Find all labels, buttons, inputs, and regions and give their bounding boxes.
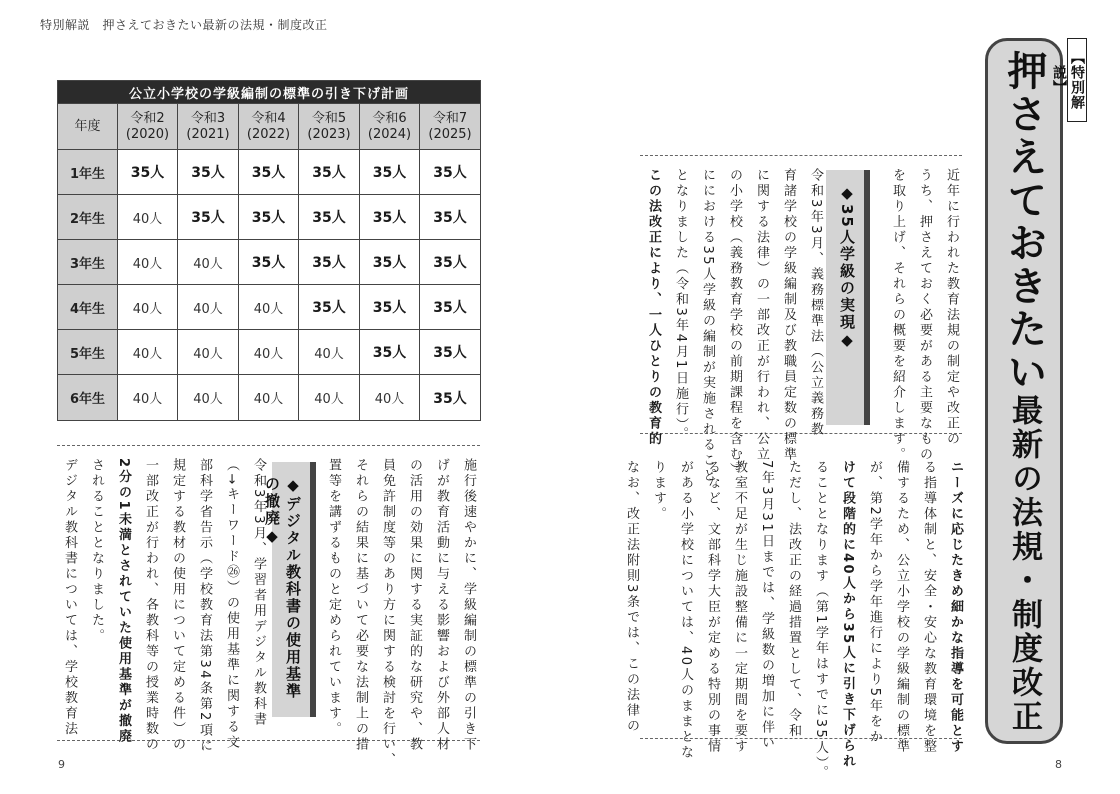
section1-continued-text bbox=[320, 458, 482, 768]
section-heading-35: ◆35人学級の実現◆ bbox=[826, 170, 870, 425]
section1-bottom-text bbox=[618, 460, 969, 781]
section2-text bbox=[56, 458, 272, 754]
body-line: 規定する教材の使用について定める件）の bbox=[170, 458, 185, 753]
title-main-b: 最新の法規・制度改正 bbox=[1006, 394, 1042, 734]
table-cell: 40人 bbox=[239, 285, 299, 330]
body-line: ります。 bbox=[651, 460, 666, 522]
intro-line: を取り上げ、それらの概要を紹介します。 bbox=[890, 168, 905, 463]
body-line: けて段階的に40人から35人に引き下げられ bbox=[840, 460, 855, 770]
table-cell: 35人 bbox=[420, 375, 481, 421]
body-line: この法改正により、一人ひとりの教育的 bbox=[646, 168, 661, 447]
body-line: が、第2学年から学年進行により5年をか bbox=[867, 460, 882, 746]
table-cell: 40人 bbox=[118, 195, 178, 240]
table-cell: 35人 bbox=[299, 195, 360, 240]
table-cell: 35人 bbox=[178, 195, 239, 240]
table-cell: 35人 bbox=[239, 240, 299, 285]
body-line: るなど、文部科学大臣が定める特別の事情 bbox=[705, 460, 720, 755]
body-line: （→キーワード㉖）の使用基準に関する文 bbox=[224, 458, 239, 751]
table-corner: 年度 bbox=[58, 104, 118, 150]
running-head: 特別解説 押さえておきたい最新の法規・制度改正 bbox=[40, 18, 328, 32]
year-header bbox=[360, 104, 420, 150]
section1-top-text bbox=[640, 168, 829, 485]
intro-text bbox=[884, 168, 965, 463]
page-number-left: 9 bbox=[58, 758, 65, 771]
body-line: る指導体制と、安全・安心な教育環境を整 bbox=[921, 460, 936, 755]
table-cell: 35人 bbox=[299, 150, 360, 195]
body-line: となりました（令和3年4月1日施行）。 bbox=[673, 168, 688, 442]
table-cell: 40人 bbox=[360, 375, 420, 421]
body-line: 置等を講ずるものと定められています。 bbox=[326, 458, 341, 737]
body-line: それらの結果に基づいて必要な法制上の措 bbox=[353, 458, 368, 753]
year-header bbox=[178, 104, 239, 150]
body-line: の活用の効果に関する実証的な研究や、教 bbox=[407, 458, 422, 753]
grade-label: 3年生 bbox=[58, 240, 118, 285]
body-line: 令和3年3月、義務標準法（公立義務教 bbox=[808, 168, 823, 438]
table-cell: 40人 bbox=[299, 375, 360, 421]
table-cell: 35人 bbox=[239, 150, 299, 195]
body-line: なお、改正法附則3条では、この法律の bbox=[624, 460, 639, 735]
year-header bbox=[239, 104, 299, 150]
body-line: 員免許制度等のあり方に関する検討を行い、 bbox=[380, 458, 395, 768]
table-cell: 35人 bbox=[420, 150, 481, 195]
grade-label: 6年生 bbox=[58, 375, 118, 421]
page-number-right: 8 bbox=[1055, 758, 1062, 771]
table-row bbox=[58, 150, 481, 195]
grade-label: 4年生 bbox=[58, 285, 118, 330]
table-cell: 35人 bbox=[420, 285, 481, 330]
year-ad: (2020) bbox=[125, 126, 170, 142]
body-line: ニーズに応じたきめ細かな指導を可能とす bbox=[948, 460, 963, 755]
body-line: に関する法律）の一部改正が行われ、公立 bbox=[754, 168, 769, 463]
table-cell: 40人 bbox=[118, 375, 178, 421]
table-cell: 40人 bbox=[178, 375, 239, 421]
table-cell: 35人 bbox=[420, 195, 481, 240]
page-title bbox=[1000, 50, 1048, 740]
year-header bbox=[299, 104, 360, 150]
table-cell: 35人 bbox=[118, 150, 178, 195]
year-era: 令和6 bbox=[372, 110, 407, 126]
table-cell: 35人 bbox=[420, 330, 481, 375]
divider bbox=[640, 433, 962, 434]
table-cell: 35人 bbox=[299, 240, 360, 285]
year-ad: (2022) bbox=[246, 126, 291, 142]
intro-line: うち、押さえておく必要がある主要なもの bbox=[917, 168, 932, 463]
body-line: ただし、法改正の経過措置として、令和 bbox=[786, 460, 801, 739]
body-line: 部科学省告示（学校教育法第34条第2項に bbox=[197, 458, 212, 754]
body-line: ることとなります（第1学年はすでに35人）。 bbox=[813, 460, 828, 781]
table-cell: 40人 bbox=[118, 285, 178, 330]
year-era: 令和5 bbox=[311, 110, 347, 126]
year-era: 令和4 bbox=[251, 110, 286, 126]
year-era: 令和3 bbox=[190, 110, 226, 126]
body-line: 令和3年3月、学習者用デジタル教科書 bbox=[251, 458, 266, 728]
table-cell: 35人 bbox=[360, 195, 420, 240]
table-cell: 35人 bbox=[360, 285, 420, 330]
year-ad: (2025) bbox=[428, 126, 472, 142]
year-era: 令和2 bbox=[130, 110, 165, 126]
table-cell: 40人 bbox=[178, 285, 239, 330]
special-badge: 【特別解説】 bbox=[1067, 38, 1087, 122]
divider bbox=[57, 445, 480, 446]
table-cell: 40人 bbox=[178, 240, 239, 285]
year-header bbox=[118, 104, 178, 150]
table-cell: 35人 bbox=[360, 150, 420, 195]
year-era: 令和7 bbox=[432, 110, 468, 126]
table-header-row bbox=[58, 104, 481, 150]
grade-label: 2年生 bbox=[58, 195, 118, 240]
year-ad: (2024) bbox=[367, 126, 412, 142]
intro-line: 近年に行われた教育法規の制定や改正の bbox=[944, 168, 959, 447]
body-line: ににおける35人学級の編制が実施されること bbox=[700, 168, 715, 485]
body-line: 育諸学校の学級編制及び教職員定数の標準 bbox=[781, 168, 796, 463]
table-cell: 35人 bbox=[360, 240, 420, 285]
divider bbox=[640, 155, 962, 156]
table-cell: 35人 bbox=[299, 285, 360, 330]
table-cell: 35人 bbox=[420, 240, 481, 285]
table-cell: 40人 bbox=[299, 330, 360, 375]
grade-label: 5年生 bbox=[58, 330, 118, 375]
class-size-table bbox=[57, 80, 481, 421]
body-line: がある小学校については、40人のままとな bbox=[678, 460, 693, 761]
grade-label: 1年生 bbox=[58, 150, 118, 195]
table-cell: 35人 bbox=[178, 150, 239, 195]
year-ad: (2021) bbox=[186, 126, 230, 142]
table-row bbox=[58, 195, 481, 240]
body-line: げが教育活動に与える影響および外部人材 bbox=[434, 458, 449, 753]
title-main-a: 押さえておきたい bbox=[1001, 50, 1047, 394]
table-cell: 40人 bbox=[118, 330, 178, 375]
table-row bbox=[58, 375, 481, 421]
table-caption: 公立小学校の学級編制の標準の引き下げ計画 bbox=[58, 81, 481, 104]
table-row bbox=[58, 285, 481, 330]
body-line: の小学校（義務教育学校の前期課程を含む） bbox=[727, 168, 742, 478]
table-cell: 35人 bbox=[360, 330, 420, 375]
body-line: 施行後速やかに、学級編制の標準の引き下 bbox=[461, 458, 476, 753]
table-cell: 40人 bbox=[239, 330, 299, 375]
table-row bbox=[58, 330, 481, 375]
body-line: 一部改正が行われ、各教科等の授業時数の bbox=[143, 458, 158, 753]
table-cell: 40人 bbox=[118, 240, 178, 285]
body-line: 教室不足が生じ施設整備に一定期間を要す bbox=[732, 460, 747, 755]
body-line: デジタル教科書については、学校教育法 bbox=[62, 458, 77, 737]
year-header bbox=[420, 104, 481, 150]
table-row bbox=[58, 240, 481, 285]
body-line: 7年3月31日までは、学級数の増加に伴い bbox=[759, 460, 774, 752]
table-cell: 40人 bbox=[178, 330, 239, 375]
body-line: されることとなりました。 bbox=[89, 458, 104, 644]
table-cell: 35人 bbox=[239, 195, 299, 240]
body-line: 2分の1未満とされていた使用基準が撤廃 bbox=[116, 458, 131, 745]
body-line: 備するため、公立小学校の学級編制の標準 bbox=[894, 460, 909, 755]
section-heading-digital: ◆デジタル教科書の使用基準の撤廃◆ bbox=[272, 462, 316, 717]
table-cell: 40人 bbox=[239, 375, 299, 421]
year-ad: (2023) bbox=[307, 126, 351, 142]
